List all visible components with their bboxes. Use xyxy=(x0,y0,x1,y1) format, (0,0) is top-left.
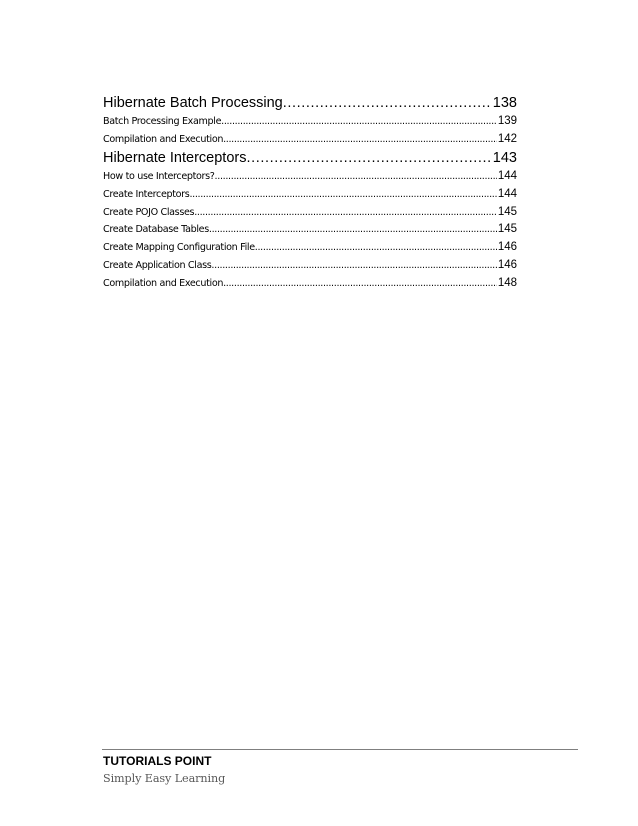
toc-entry-title: Compilation and Execution xyxy=(103,277,224,289)
toc-page-number: 139 xyxy=(497,115,517,127)
toc-dot-leader xyxy=(246,148,489,168)
toc-entry-title: Compilation and Execution xyxy=(103,133,224,145)
toc-dot-leader xyxy=(283,93,490,113)
toc-dot-leader xyxy=(223,275,497,293)
toc-dot-leader xyxy=(215,168,497,186)
toc-chapter-entry[interactable] xyxy=(103,93,517,113)
toc-page-number: 146 xyxy=(497,258,517,271)
toc-entry-title: How to use Interceptors? xyxy=(103,171,215,183)
toc-section-entry[interactable] xyxy=(103,113,517,131)
toc-section-entry[interactable] xyxy=(103,168,517,186)
toc-entry-title: Hibernate Batch Processing xyxy=(103,95,283,111)
toc-dot-leader xyxy=(211,257,496,275)
toc-page-number: 146 xyxy=(497,241,517,254)
toc-entry-title: Create Interceptors xyxy=(103,189,190,201)
toc-dot-leader xyxy=(223,131,497,149)
toc-section-entry[interactable] xyxy=(103,221,517,239)
toc-entry-title: Batch Processing Example xyxy=(103,116,222,127)
table-of-contents xyxy=(103,93,517,292)
toc-entry-title: Hibernate Interceptors xyxy=(103,150,247,167)
toc-section-entry[interactable] xyxy=(103,131,517,149)
toc-entry-title: Create POJO Classes xyxy=(103,206,195,218)
footer-divider xyxy=(102,749,578,750)
toc-section-entry[interactable] xyxy=(103,239,517,257)
toc-dot-leader xyxy=(255,239,497,257)
toc-entry-title: Create Mapping Configuration File xyxy=(103,242,255,254)
toc-dot-leader xyxy=(189,186,496,204)
toc-page-number: 138 xyxy=(492,95,517,111)
toc-page-number: 145 xyxy=(497,223,517,236)
toc-page-number: 143 xyxy=(492,150,517,167)
toc-page-number: 145 xyxy=(497,205,517,218)
toc-dot-leader xyxy=(221,113,497,131)
toc-section-entry[interactable] xyxy=(103,204,517,222)
toc-dot-leader xyxy=(194,204,497,222)
toc-page-number: 144 xyxy=(497,188,517,201)
toc-section-entry[interactable] xyxy=(103,186,517,204)
toc-section-entry[interactable] xyxy=(103,257,517,275)
toc-page-number: 144 xyxy=(497,170,517,183)
toc-section-entry[interactable] xyxy=(103,275,517,293)
toc-entry-title: Create Application Class xyxy=(103,259,212,271)
toc-dot-leader xyxy=(209,221,497,239)
footer-brand: TUTORIALS POINT xyxy=(103,754,212,768)
toc-entry-title: Create Database Tables xyxy=(103,224,209,236)
toc-chapter-entry[interactable] xyxy=(103,148,517,168)
toc-page-number: 148 xyxy=(497,276,517,289)
footer-tagline: Simply Easy Learning xyxy=(103,772,226,785)
toc-page-number: 142 xyxy=(497,132,517,145)
